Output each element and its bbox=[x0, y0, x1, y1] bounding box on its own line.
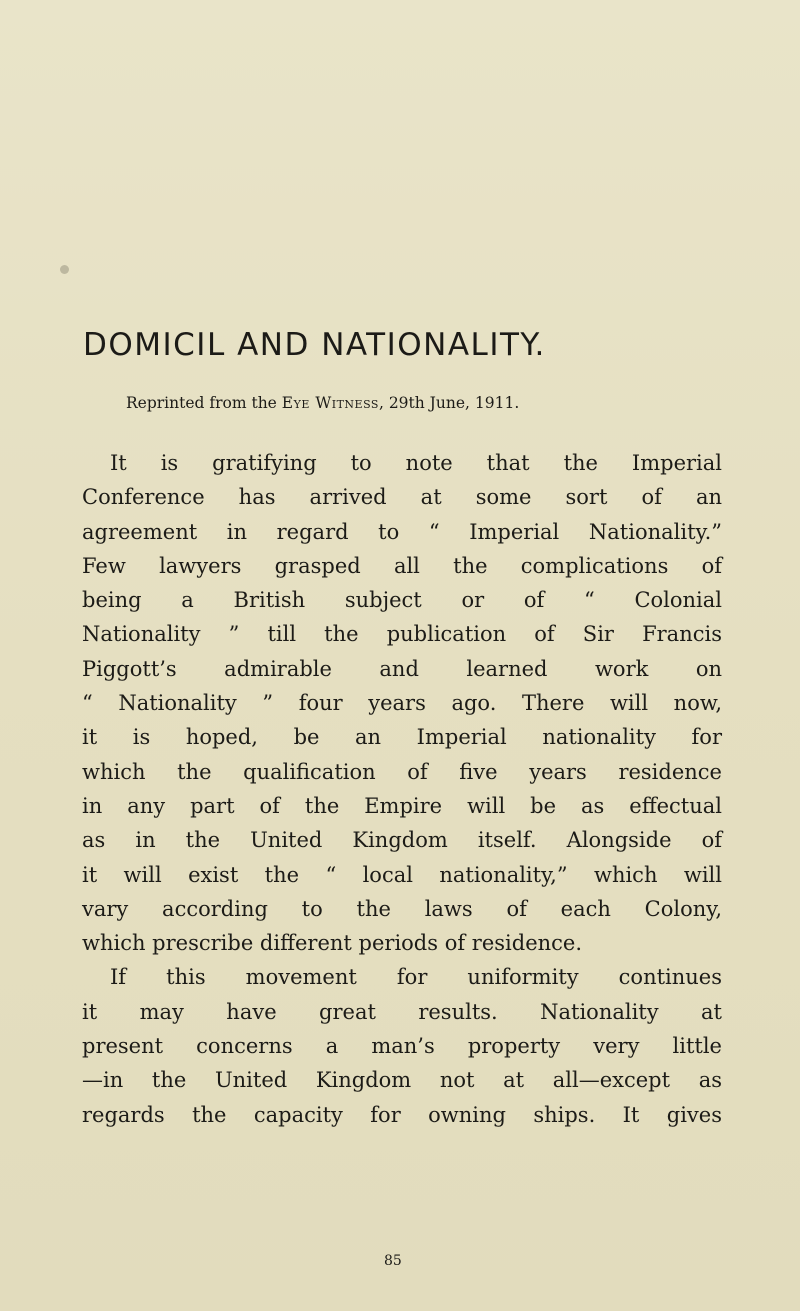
text-line: Few lawyers grasped all the complications of bbox=[82, 553, 722, 578]
text-line: vary according to the laws of each Colony, bbox=[82, 896, 722, 921]
text-line: as in the United Kingdom itself. Alongside of bbox=[82, 828, 722, 853]
text-line: Conference has arrived at some sort of an bbox=[82, 485, 722, 510]
ink-speck bbox=[60, 265, 69, 274]
text-line: —in the United Kingdom not at all—except as bbox=[82, 1068, 722, 1093]
text-line: “ Nationality ” four years ago. There will now, bbox=[82, 691, 722, 716]
reprint-prefix: Reprinted from the bbox=[126, 394, 282, 412]
text-line: which prescribe different periods of residence. bbox=[82, 931, 583, 956]
text-line: it may have great results. Nationality at bbox=[82, 999, 722, 1024]
body-text bbox=[82, 446, 722, 1132]
page-title: DOMICIL AND NATIONALITY. bbox=[83, 327, 546, 363]
text-line: being a British subject or of “ Colonial bbox=[82, 588, 722, 613]
text-line: which the qualification of five years residence bbox=[82, 759, 722, 784]
text-line: in any part of the Empire will be as effectual bbox=[82, 793, 722, 818]
reprint-suffix: , 29th June, 1911. bbox=[378, 394, 520, 412]
text-line: regards the capacity for owning ships. It gives bbox=[82, 1102, 722, 1127]
reprint-note bbox=[126, 396, 519, 412]
text-line: present concerns a man’s property very little bbox=[82, 1034, 722, 1059]
text-line: It is gratifying to note that the Imperial bbox=[110, 451, 722, 475]
text-line: Nationality ” till the publication of Sir Francis bbox=[82, 622, 722, 647]
text-line: If this movement for uniformity continues bbox=[110, 965, 722, 990]
paragraph-1 bbox=[82, 446, 722, 960]
reprint-source: Eye Witness bbox=[281, 394, 379, 412]
page-number: 85 bbox=[384, 1253, 402, 1269]
text-line: agreement in regard to “ Imperial Nationality.” bbox=[82, 519, 722, 544]
paragraph-2 bbox=[82, 960, 722, 1131]
text-line: it is hoped, be an Imperial nationality for bbox=[82, 725, 722, 750]
text-line: Piggott’s admirable and learned work on bbox=[82, 656, 722, 681]
text-line: it will exist the “ local nationality,” which will bbox=[82, 862, 722, 887]
